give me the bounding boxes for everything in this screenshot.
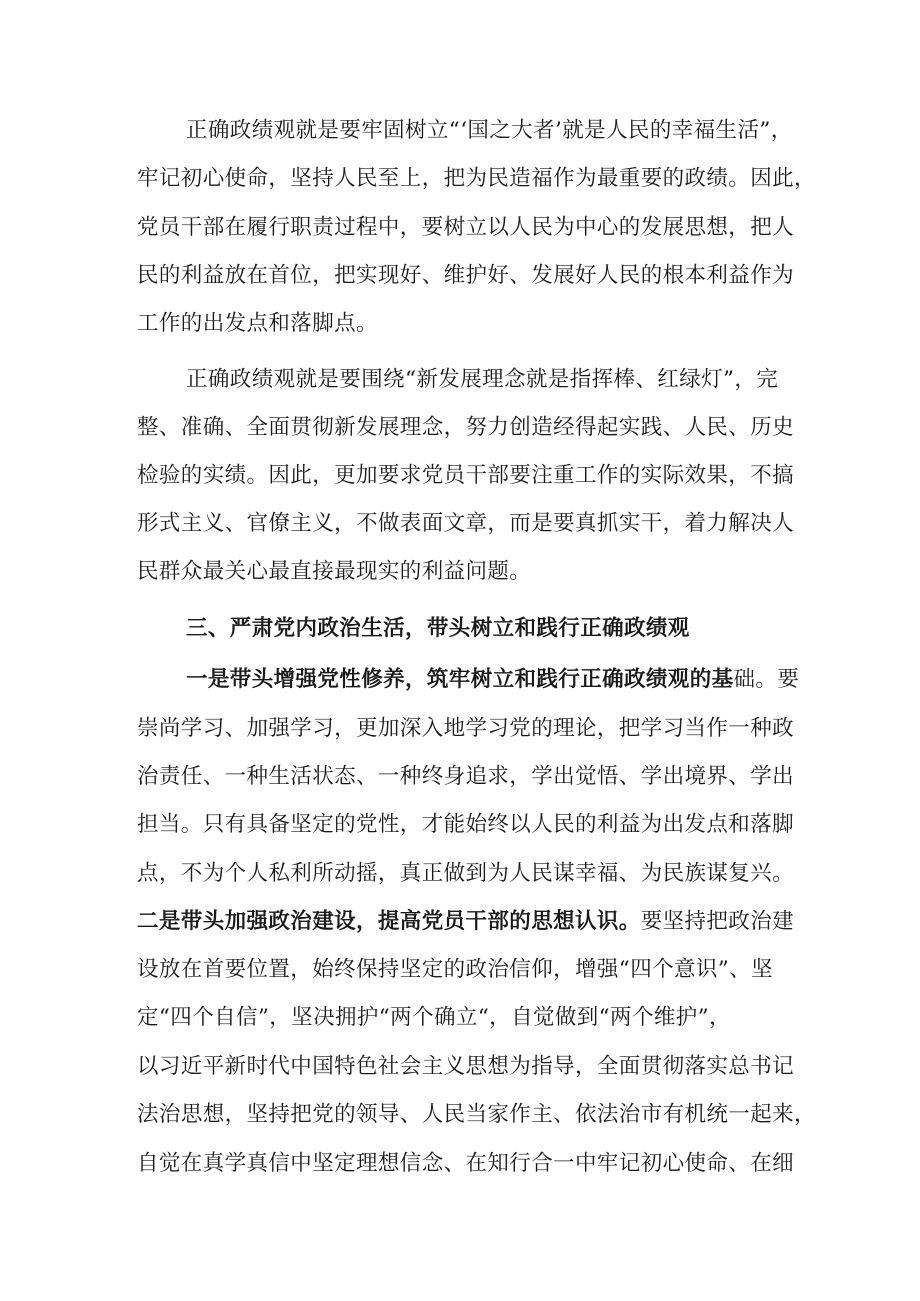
paragraph-3-line-2: 崇尚学习、加强学习，更加深入地学习党的理论，把学习当作一种政 — [137, 716, 795, 741]
paragraph-3-line-1 — [186, 656, 816, 704]
paragraph-2-line-2: 整、准确、全面贯彻新发展理念，努力创造经得起实践、人民、历史 — [137, 415, 795, 440]
paragraph-1-line-3: 党员干部在履行职责过程中，要树立以人民为中心的发展思想，把人 — [137, 215, 795, 240]
paragraph-3-lead-rest: 础。要 — [733, 667, 800, 692]
paragraph-1-line-2: 牢记初心使命，坚持人民至上，把为民造福作为最重要的政绩。因此， — [137, 166, 816, 191]
paragraph-4-lead-bold: 二是带头加强政治建设，提高党员干部的思想认识。 — [137, 909, 641, 934]
paragraph-4-line-2: 设放在首要位置，始终保持坚定的政治信仰，增强“四个意识”、坚 — [137, 957, 773, 982]
paragraph-4-line-3: 定“四个自信”，坚决拥护“两个确立“，自觉做到“两个维护”， — [137, 1005, 731, 1030]
paragraph-4-line-6: 自觉在真学真信中坚定理想信念、在知行合一中牢记初心使命、在细 — [137, 1151, 795, 1176]
paragraph-3-line-3: 治责任、一种生活状态、一种终身追求，学出觉悟、学出境界、学出 — [137, 764, 795, 789]
paragraph-2-line-3: 检验的实绩。因此，更加要求党员干部要注重工作的实际效果，不搞 — [137, 463, 795, 488]
paragraph-3-line-4: 担当。只有具备坚定的党性，才能始终以人民的利益为出发点和落脚 — [137, 812, 795, 837]
paragraph-1-line-5: 工作的出发点和落脚点。 — [137, 311, 378, 336]
paragraph-4-line-4: 以习近平新时代中国特色社会主义思想为指导，全面贯彻落实总书记 — [137, 1054, 795, 1079]
section-heading-3: 三、严肃党内政治生活，带头树立和践行正确政绩观 — [186, 616, 690, 641]
paragraph-4-line-1 — [137, 898, 817, 946]
paragraph-2-line-4: 形式主义、官僚主义，不做表面文章，而是要真抓实干，着力解决人 — [137, 511, 795, 536]
paragraph-3-lead-bold: 一是带头增强党性修养，筑牢树立和践行正确政绩观的基 — [186, 667, 734, 692]
paragraph-3-line-5: 点，不为个人私利所动摇，真正做到为人民谋幸福、为民族谋复兴。 — [137, 861, 795, 886]
paragraph-2-line-1: 正确政绩观就是要围绕“新发展理念就是指挥棒、红绿灯”，完 — [186, 367, 779, 392]
paragraph-1-line-4: 民的利益放在首位，把实现好、维护好、发展好人民的根本利益作为 — [137, 263, 795, 288]
paragraph-2-line-5: 民群众最关心最直接最现实的利益问题。 — [137, 559, 532, 584]
paragraph-1-line-1: 正确政绩观就是要牢固树立“‘国之大者’就是人民的幸福生活”， — [186, 118, 793, 143]
paragraph-4-lead-rest: 要坚持把政治建 — [640, 909, 795, 934]
paragraph-4-line-5: 法治思想，坚持把党的领导、人民当家作主、依法治市有机统一起来， — [137, 1102, 816, 1127]
